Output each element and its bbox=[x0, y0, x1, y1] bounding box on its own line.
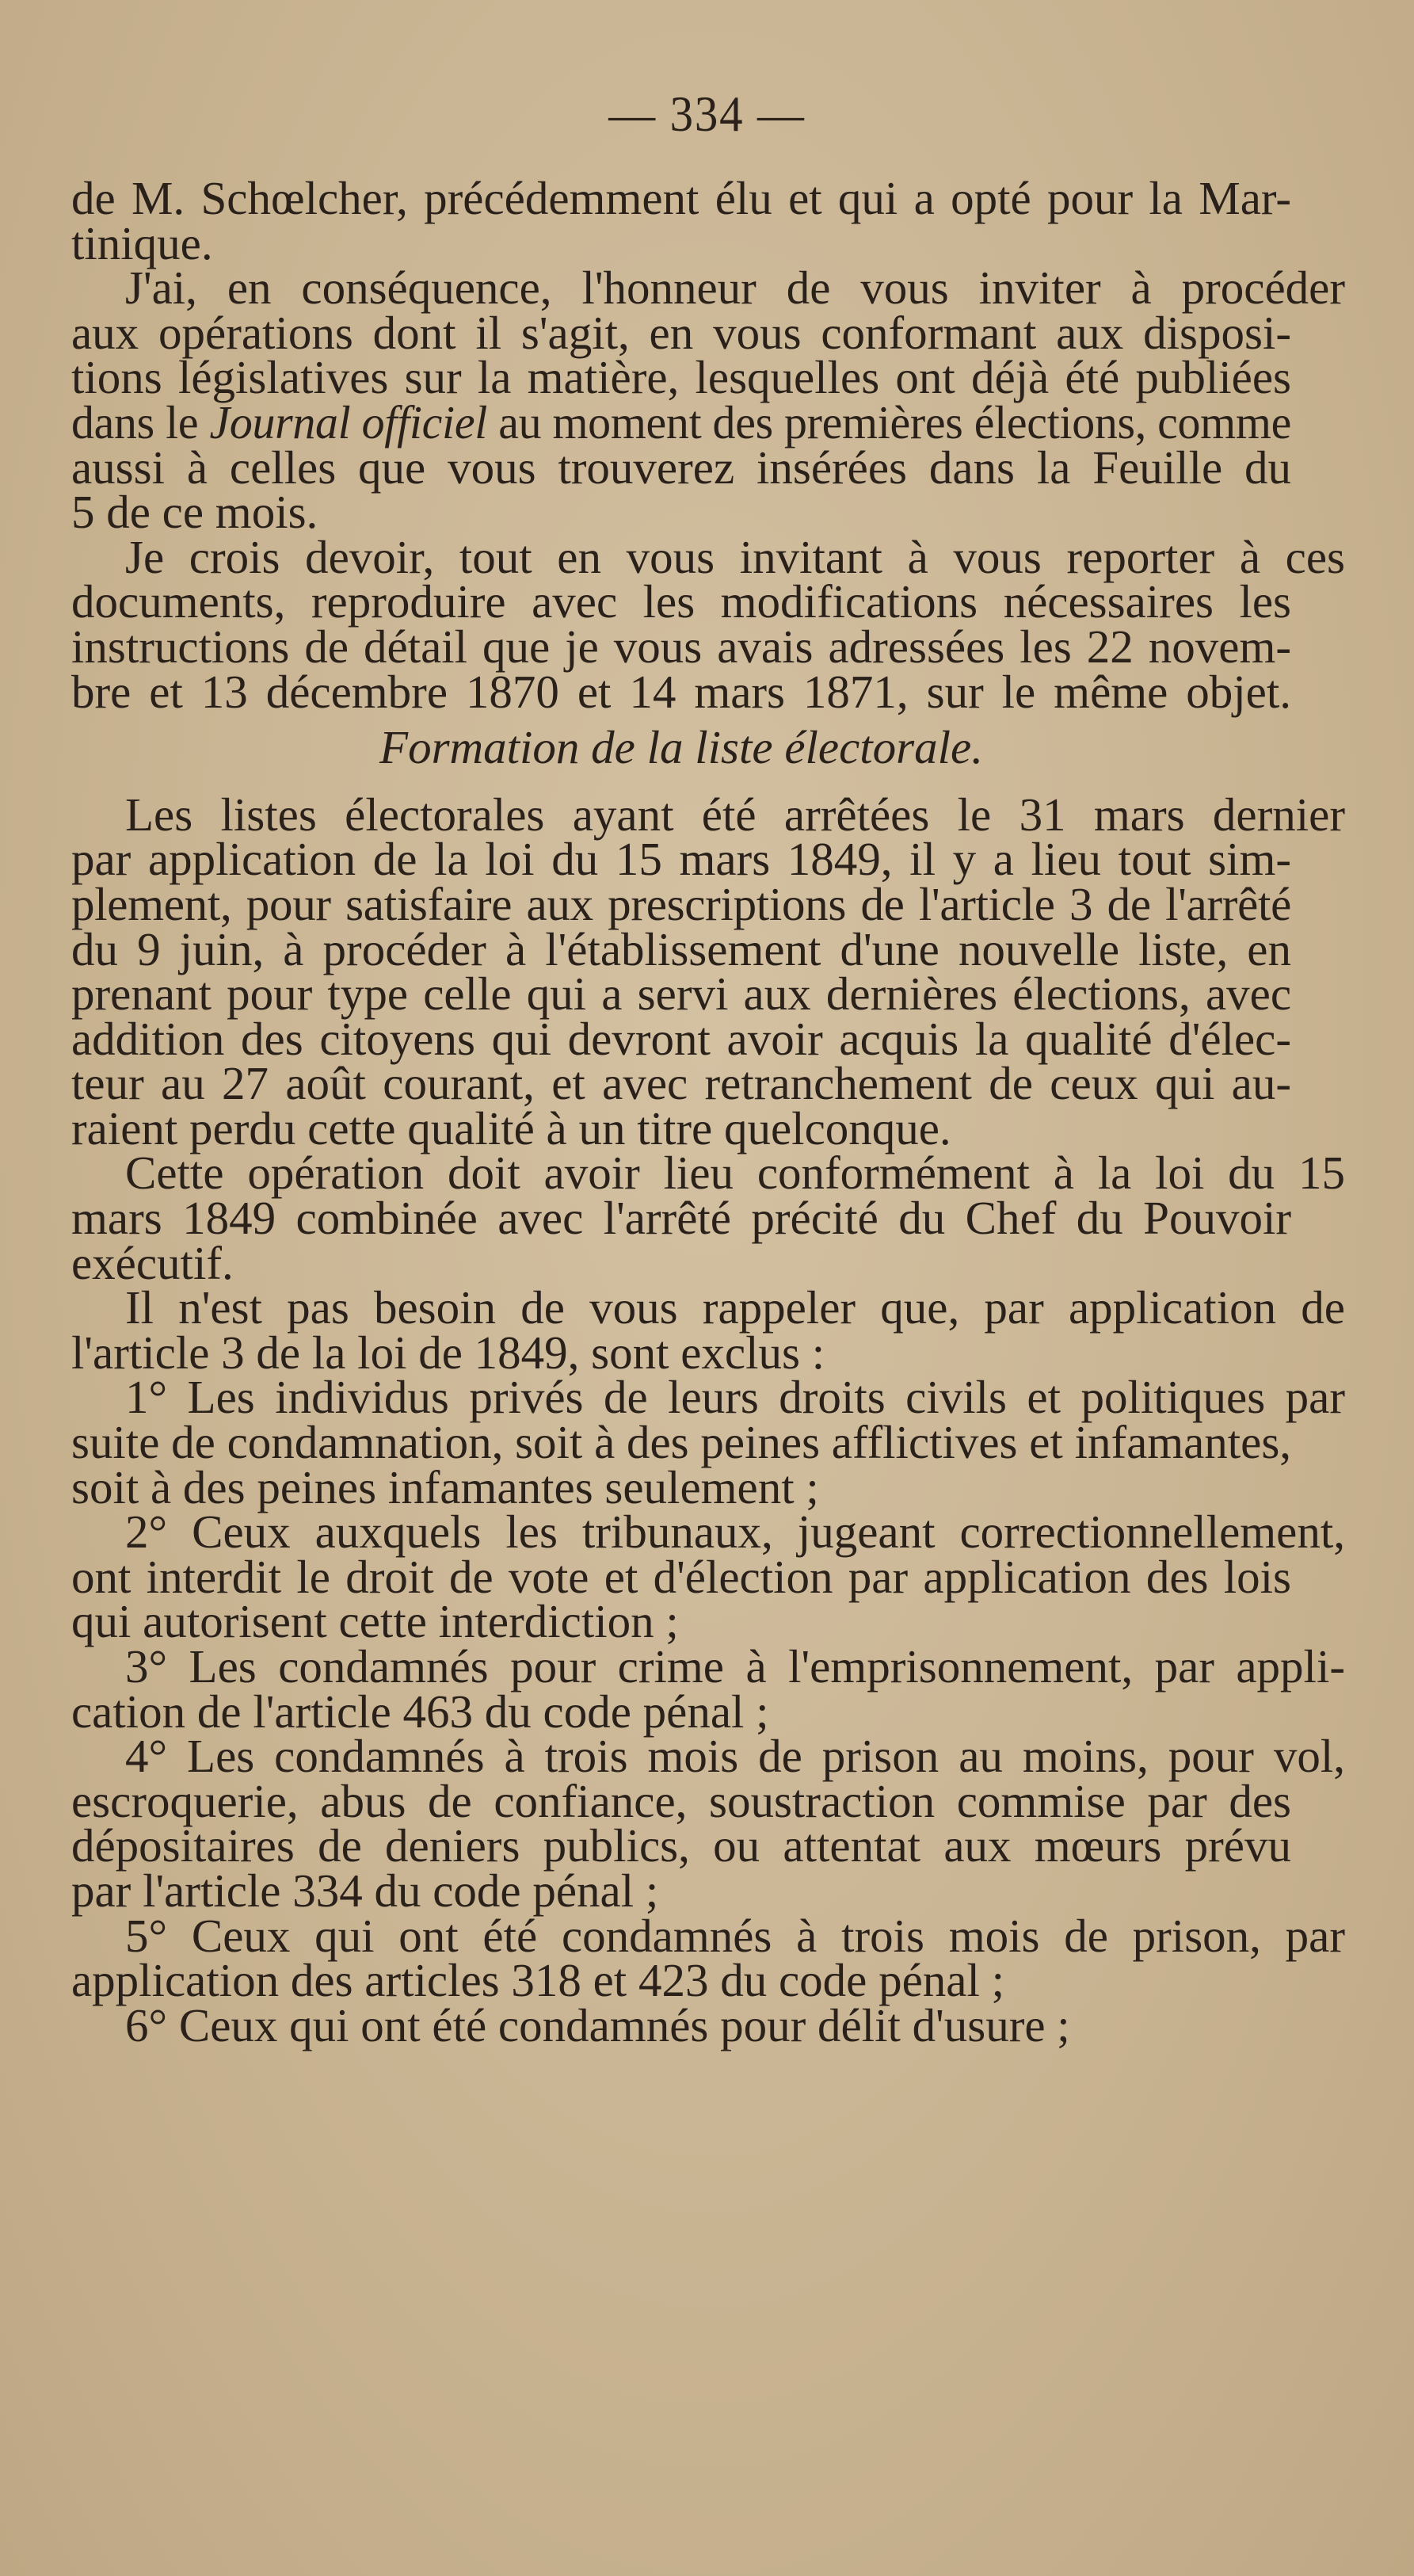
italic-title: Journal officiel bbox=[209, 395, 488, 448]
text-line: par application de la loi du 15 mars 1849, il y a lieu tout sim- bbox=[71, 833, 1291, 886]
text-line: l'article 3 de la loi de 1849, sont exclus : bbox=[71, 1326, 825, 1379]
text-line: Cette opération doit avoir lieu conformément à la loi du 15 bbox=[125, 1147, 1345, 1200]
section-heading: Formation de la liste électorale. bbox=[379, 721, 983, 774]
text-line: addition des citoyens qui devront avoir acquis la qualité d'élec- bbox=[71, 1012, 1291, 1065]
body-text bbox=[71, 172, 1345, 2051]
text-line: 5 de ce mois. bbox=[71, 486, 318, 539]
text-line: aussi à celles que vous trouverez insérées dans la Feuille du bbox=[71, 441, 1291, 494]
list-item-line: 5° Ceux qui ont été condamnés à trois mois de prison, par bbox=[125, 1909, 1345, 1962]
text-line: dépositaires de deniers publics, ou attentat aux mœurs prévu bbox=[71, 1819, 1291, 1872]
list-item-line: 4° Les condamnés à trois mois de prison au moins, pour vol, bbox=[125, 1730, 1345, 1783]
text-line: escroquerie, abus de confiance, soustraction commise par des bbox=[71, 1774, 1291, 1827]
text-line: suite de condamnation, soit à des peines afflictives et infamantes, bbox=[71, 1416, 1291, 1469]
text-line: soit à des peines infamantes seulement ; bbox=[71, 1460, 819, 1513]
text-line-with-italic bbox=[71, 395, 1292, 448]
text-line: qui autorisent cette interdiction ; bbox=[71, 1595, 679, 1648]
text-line: exécutif. bbox=[71, 1236, 234, 1289]
text-line: bre et 13 décembre 1870 et 14 mars 1871, sur le même objet. bbox=[71, 665, 1291, 718]
text-line: Il n'est pas besoin de vous rappeler que, par application de bbox=[125, 1281, 1345, 1334]
text-line: aux opérations dont il s'agit, en vous conformant aux disposi- bbox=[71, 306, 1291, 359]
text-line: J'ai, en conséquence, l'honneur de vous inviter à procéder bbox=[125, 261, 1345, 315]
text-line: tions législatives sur la matière, lesquelles ont déjà été publiées bbox=[71, 351, 1291, 404]
text-line: prenant pour type celle qui a servi aux dernières élections, avec bbox=[71, 967, 1291, 1021]
text-line: ont interdit le droit de vote et d'élection par application des lois bbox=[71, 1550, 1291, 1603]
list-item-line: 6° Ceux qui ont été condamnés pour délit d'usure ; bbox=[125, 1998, 1070, 2051]
page-number: — 334 — bbox=[608, 86, 806, 142]
text-line: du 9 juin, à procéder à l'établissement d'une nouvelle liste, en bbox=[71, 922, 1291, 975]
text-line: raient perdu cette qualité à un titre quelconque. bbox=[71, 1101, 951, 1154]
list-item-line: 2° Ceux auxquels les tribunaux, jugeant correctionnellement, bbox=[125, 1506, 1345, 1559]
text-segment: dans le bbox=[71, 395, 210, 448]
list-item-line: 3° Les condamnés pour crime à l'emprisonnement, par appli- bbox=[125, 1640, 1345, 1693]
text-line: instructions de détail que je vous avais adressées les 22 novem- bbox=[71, 620, 1291, 673]
text-line: par l'article 334 du code pénal ; bbox=[71, 1864, 659, 1917]
text-segment: au moment des premières élections, comme bbox=[487, 395, 1292, 448]
text-line: teur au 27 août courant, et avec retranchement de ceux qui au- bbox=[71, 1057, 1291, 1110]
text-line: de M. Schœlcher, précédemment élu et qui a opté pour la Mar- bbox=[71, 172, 1291, 224]
text-line: cation de l'article 463 du code pénal ; bbox=[71, 1685, 769, 1738]
text-line: plement, pour satisfaire aux prescriptions de l'article 3 de l'arrêté bbox=[71, 877, 1291, 930]
text-line: Je crois devoir, tout en vous invitant à vous reporter à ces bbox=[125, 530, 1345, 583]
text-line: mars 1849 combinée avec l'arrêté précité du Chef du Pouvoir bbox=[71, 1192, 1291, 1245]
text-line: tinique. bbox=[71, 216, 213, 269]
text-line: application des articles 318 et 423 du code pénal ; bbox=[71, 1954, 1004, 2007]
text-line: documents, reproduire avec les modifications nécessaires les bbox=[71, 575, 1291, 628]
list-item-line: 1° Les individus privés de leurs droits civils et politiques par bbox=[125, 1371, 1345, 1424]
text-line: Les listes électorales ayant été arrêtées le 31 mars dernier bbox=[125, 788, 1345, 841]
